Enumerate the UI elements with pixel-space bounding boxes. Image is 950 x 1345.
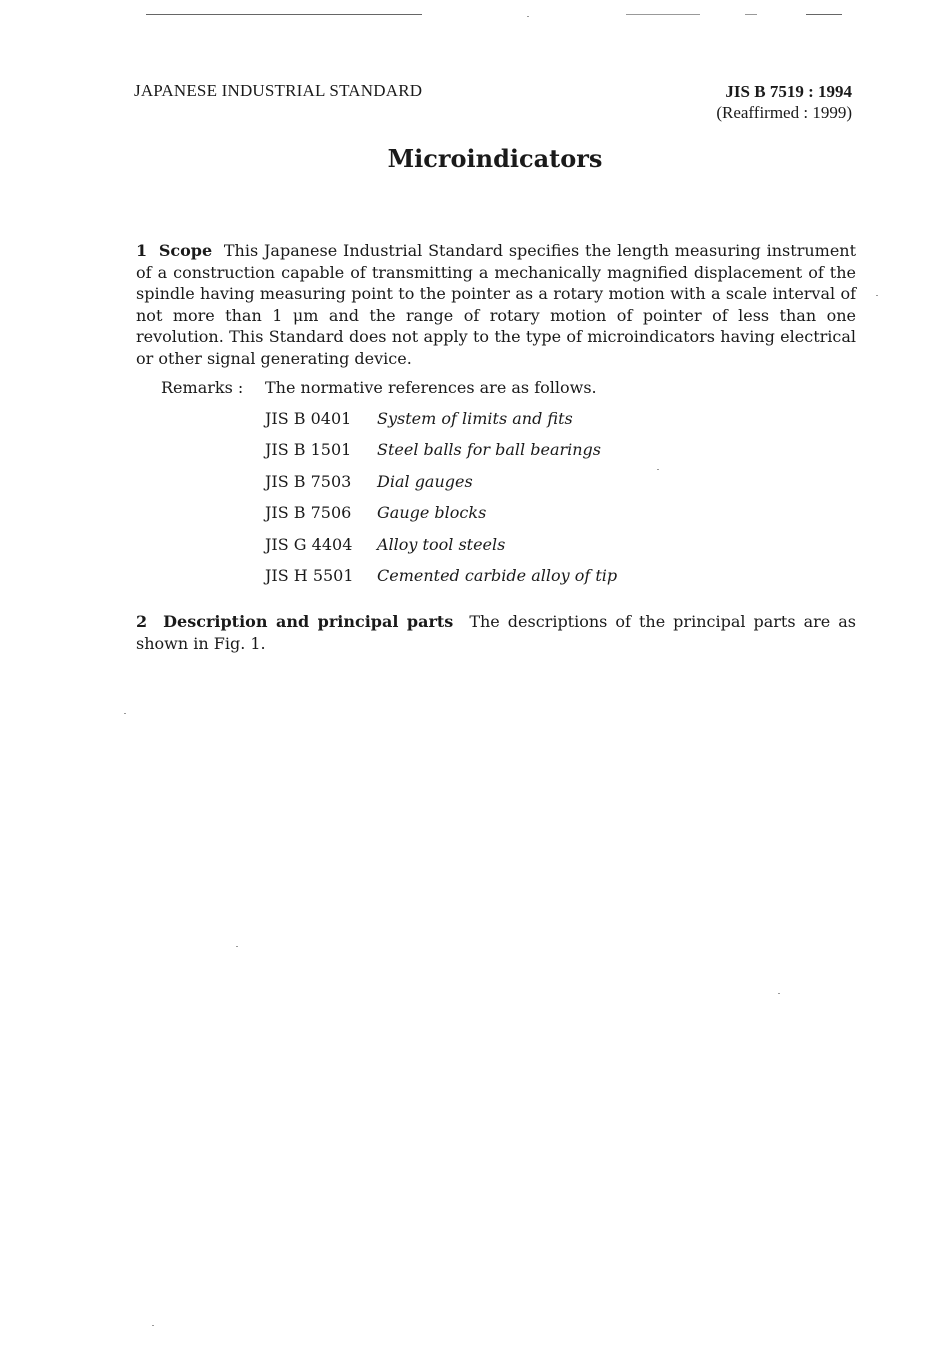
standard-number: JIS B 7519 : 1994 bbox=[725, 82, 852, 101]
scan-speck bbox=[778, 993, 780, 994]
scan-speck bbox=[236, 946, 238, 947]
section-text: The descriptions of the principal parts are as shown in Fig. 1. bbox=[136, 612, 856, 653]
reference-code: JIS G 4404 bbox=[265, 535, 353, 554]
scan-speck bbox=[876, 295, 878, 296]
header-standard-info bbox=[716, 81, 852, 123]
document-title: Microindicators bbox=[387, 144, 603, 173]
reference-title: Dial gauges bbox=[377, 472, 473, 491]
scan-speck bbox=[527, 16, 529, 17]
scan-speck bbox=[124, 713, 126, 714]
remarks-label: Remarks : bbox=[161, 378, 244, 397]
scan-speck bbox=[152, 1325, 154, 1326]
reference-code: JIS B 0401 bbox=[265, 409, 352, 428]
reference-item bbox=[265, 503, 486, 522]
scan-artifact-line bbox=[146, 14, 422, 15]
reference-item bbox=[265, 472, 473, 491]
reference-code: JIS B 1501 bbox=[265, 440, 352, 459]
scan-artifact-line bbox=[806, 14, 842, 15]
scan-speck bbox=[657, 469, 659, 470]
reference-item bbox=[265, 566, 617, 585]
reference-item bbox=[265, 440, 601, 459]
reaffirmed-date: (Reaffirmed : 1999) bbox=[716, 103, 852, 122]
reference-title: Steel balls for ball bearings bbox=[377, 440, 602, 459]
reference-code: JIS H 5501 bbox=[265, 566, 354, 585]
scan-artifact-line bbox=[626, 14, 700, 15]
section-description bbox=[136, 611, 856, 654]
reference-title: Cemented carbide alloy of tip bbox=[377, 566, 618, 585]
section-number: 1 bbox=[136, 241, 148, 260]
reference-item bbox=[265, 535, 505, 554]
scan-artifact-line bbox=[745, 14, 757, 15]
reference-title: Gauge blocks bbox=[377, 503, 487, 522]
section-heading: Description and principal parts bbox=[163, 612, 454, 631]
reference-code: JIS B 7506 bbox=[265, 503, 352, 522]
reference-code: JIS B 7503 bbox=[265, 472, 352, 491]
reference-title: Alloy tool steels bbox=[377, 535, 506, 554]
reference-item bbox=[265, 409, 573, 428]
section-number: 2 bbox=[136, 612, 148, 631]
reference-title: System of limits and fits bbox=[377, 409, 573, 428]
section-scope bbox=[136, 240, 856, 369]
section-heading: Scope bbox=[158, 241, 213, 260]
header-organization: JAPANESE INDUSTRIAL STANDARD bbox=[134, 81, 423, 100]
remarks-intro: The normative references are as follows. bbox=[265, 378, 597, 397]
section-text: This Japanese Industrial Standard specifies the length measuring instrument of a construction capable of transmitting a mechanically magnified displacement of the spindle having measuring point to the pointer as a rotary motion with a scale interval of not more than 1 μm and the range of rotary motion of pointer of less than one revolution. This Standard does not apply to the type of microindicators having electrical or other signal generating device. bbox=[136, 241, 857, 368]
